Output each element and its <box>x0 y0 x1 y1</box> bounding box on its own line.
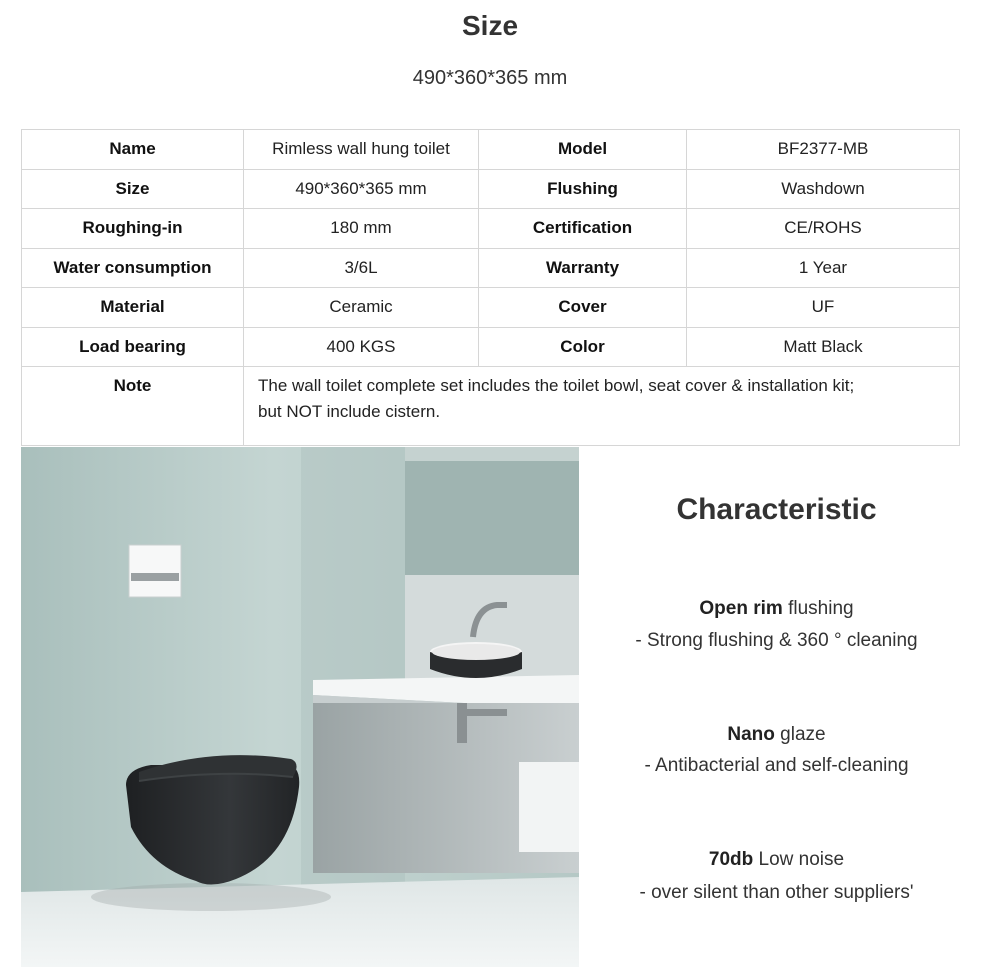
feature-bold: Open rim <box>699 598 783 619</box>
spec-label: Material <box>22 288 244 328</box>
note-line-1: The wall toilet complete set includes the toilet bowl, seat cover & installation kit; <box>258 376 855 395</box>
note-text <box>244 367 960 446</box>
spec-value: Rimless wall hung toilet <box>244 130 479 170</box>
spec-value: Ceramic <box>244 288 479 328</box>
spec-value: UF <box>687 288 960 328</box>
spec-value: BF2377-MB <box>687 130 960 170</box>
table-row-note <box>22 367 960 446</box>
spec-label: Water consumption <box>22 248 244 288</box>
feature-heading <box>579 598 974 620</box>
spec-label: Roughing-in <box>22 209 244 249</box>
feature-heading <box>579 849 974 871</box>
table-row <box>22 327 960 367</box>
feature-detail: - Strong flushing & 360 ° cleaning <box>635 630 918 651</box>
spec-value: Washdown <box>687 169 960 209</box>
spec-label: Flushing <box>479 169 687 209</box>
feature-detail: - Antibacterial and self-cleaning <box>644 755 909 776</box>
characteristic-title: Characteristic <box>676 493 877 526</box>
feature-detail: - over silent than other suppliers' <box>639 882 914 903</box>
spec-label: Load bearing <box>22 327 244 367</box>
table-row <box>22 209 960 249</box>
spec-value: 400 KGS <box>244 327 479 367</box>
product-photo <box>21 447 579 967</box>
table-row <box>22 169 960 209</box>
spec-label: Size <box>22 169 244 209</box>
spec-table <box>21 129 960 446</box>
feature-bold: Nano <box>727 724 775 745</box>
characteristic-section <box>579 447 974 967</box>
spec-label: Name <box>22 130 244 170</box>
feature-bold: 70db <box>708 849 754 870</box>
feature-heading <box>579 724 974 746</box>
spec-value: Matt Black <box>687 327 960 367</box>
spec-value: 490*360*365 mm <box>244 169 479 209</box>
spec-label: Cover <box>479 288 687 328</box>
feature-rest: Low noise <box>753 849 845 870</box>
spec-value: 3/6L <box>244 248 479 288</box>
spec-value: 180 mm <box>244 209 479 249</box>
note-line-2: but NOT include cistern. <box>258 402 441 421</box>
note-label: Note <box>22 367 244 446</box>
table-row <box>22 130 960 170</box>
spec-label: Certification <box>479 209 687 249</box>
spec-value: CE/ROHS <box>687 209 960 249</box>
table-row <box>22 248 960 288</box>
spec-label: Warranty <box>479 248 687 288</box>
feature-rest: glaze <box>774 724 826 745</box>
spec-value: 1 Year <box>687 248 960 288</box>
spec-label: Color <box>479 327 687 367</box>
spec-label: Model <box>479 130 687 170</box>
feature-rest: flushing <box>782 598 854 619</box>
size-dimensions: 490*360*365 mm <box>412 67 568 89</box>
table-row <box>22 288 960 328</box>
size-heading: Size <box>461 10 519 41</box>
